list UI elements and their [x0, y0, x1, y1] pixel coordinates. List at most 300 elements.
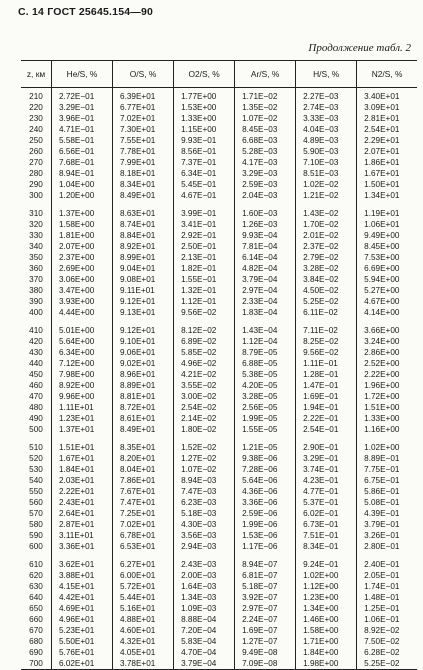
helium-cell: 2.87E+01	[52, 519, 113, 530]
atomic-oxygen-cell: 9.12E+01	[113, 296, 174, 307]
molecular-oxygen-cell: 1.09E−03	[174, 603, 235, 614]
nitrogen-cell: 1.25E−01	[357, 603, 417, 614]
argon-cell: 1.07E−02	[235, 113, 296, 124]
molecular-oxygen-cell: 1.34E−03	[174, 592, 235, 603]
atomic-oxygen-cell: 7.30E+01	[113, 124, 174, 135]
molecular-oxygen-cell: 8.12E−02	[174, 318, 235, 336]
nitrogen-cell: 7.53E+00	[357, 252, 417, 263]
altitude-cell: 500	[29, 425, 43, 434]
hydrogen-cell: 6.73E−01	[296, 519, 357, 530]
atomic-oxygen-cell: 8.49E+01	[113, 190, 174, 201]
table-row	[21, 658, 417, 670]
altitude-cell: 300	[29, 191, 43, 200]
molecular-oxygen-cell: 4.70E−04	[174, 647, 235, 658]
nitrogen-cell: 2.81E+01	[357, 113, 417, 124]
molecular-oxygen-cell: 9.56E−02	[174, 307, 235, 318]
molecular-oxygen-cell: 5.45E−01	[174, 179, 235, 190]
nitrogen-cell: 1.67E+01	[357, 168, 417, 179]
molecular-oxygen-cell: 1.80E−02	[174, 424, 235, 435]
hydrogen-cell: 7.51E−01	[296, 530, 357, 541]
argon-cell: 2.04E−03	[235, 190, 296, 201]
helium-cell: 1.23E+01	[52, 413, 113, 424]
argon-cell: 1.83E−04	[235, 307, 296, 318]
helium-cell: 3.47E+00	[52, 285, 113, 296]
nitrogen-cell: 3.79E−01	[357, 519, 417, 530]
atomic-oxygen-cell: 9.11E+01	[113, 285, 174, 296]
hydrogen-cell: 1.94E−01	[296, 402, 357, 413]
hydrogen-cell: 1.12E+00	[296, 581, 357, 592]
table-row	[21, 519, 417, 530]
helium-cell: 4.42E+01	[52, 592, 113, 603]
molecular-oxygen-cell: 6.89E−02	[174, 336, 235, 347]
nitrogen-cell: 1.06E+01	[357, 219, 417, 230]
altitude-cell: 370	[29, 275, 43, 284]
table-continuation-label: Продолжение табл. 2	[308, 42, 411, 54]
helium-cell: 5.01E+00	[52, 318, 113, 336]
altitude-cell: 520	[29, 454, 43, 463]
argon-cell: 8.94E−07	[235, 552, 296, 570]
altitude-cell: 530	[29, 465, 43, 474]
argon-cell: 1.55E−05	[235, 424, 296, 435]
hydrogen-cell: 6.02E−01	[296, 508, 357, 519]
table-row	[21, 413, 417, 424]
atomic-oxygen-cell: 8.92E+01	[113, 241, 174, 252]
argon-cell: 1.43E−04	[235, 318, 296, 336]
hydrogen-cell: 5.37E−01	[296, 497, 357, 508]
molecular-oxygen-cell: 1.55E−01	[174, 274, 235, 285]
argon-cell: 1.27E−07	[235, 636, 296, 647]
atomic-oxygen-cell: 6.77E+01	[113, 102, 174, 113]
table-row	[21, 219, 417, 230]
molecular-oxygen-cell: 2.00E−03	[174, 570, 235, 581]
atomic-oxygen-cell: 5.44E+01	[113, 592, 174, 603]
altitude-cell: 290	[29, 180, 43, 189]
argon-cell: 2.24E−07	[235, 614, 296, 625]
nitrogen-cell: 2.80E−01	[357, 541, 417, 552]
argon-cell: 8.79E−05	[235, 347, 296, 358]
altitude-cell: 270	[29, 158, 43, 167]
atomic-oxygen-cell: 4.88E+01	[113, 614, 174, 625]
helium-cell: 3.11E+01	[52, 530, 113, 541]
molecular-oxygen-cell: 4.21E−02	[174, 369, 235, 380]
helium-cell: 2.03E+01	[52, 475, 113, 486]
argon-cell: 7.28E−06	[235, 464, 296, 475]
molecular-oxygen-cell: 2.54E−02	[174, 402, 235, 413]
table-row	[21, 636, 417, 647]
nitrogen-cell: 3.24E+00	[357, 336, 417, 347]
helium-cell: 5.64E+00	[52, 336, 113, 347]
helium-cell: 6.34E+00	[52, 347, 113, 358]
nitrogen-cell: 5.94E+00	[357, 274, 417, 285]
molecular-oxygen-cell: 5.83E−04	[174, 636, 235, 647]
altitude-cell: 570	[29, 509, 43, 518]
table-row	[21, 263, 417, 274]
altitude-cell: 240	[29, 125, 43, 134]
molecular-oxygen-cell: 7.37E−01	[174, 157, 235, 168]
hydrogen-cell: 6.11E−02	[296, 307, 357, 318]
altitude-cell: 470	[29, 392, 43, 401]
table-row	[21, 552, 417, 570]
altitude-cell: 340	[29, 242, 43, 251]
atomic-oxygen-cell: 9.12E+01	[113, 318, 174, 336]
nitrogen-cell: 8.89E−01	[357, 453, 417, 464]
altitude-cell: 360	[29, 264, 43, 273]
table-row	[21, 508, 417, 519]
hydrogen-cell: 2.74E−03	[296, 102, 357, 113]
nitrogen-cell: 5.25E−02	[357, 658, 417, 670]
hydrogen-cell: 2.27E−03	[296, 88, 357, 103]
hydrogen-cell: 1.46E+00	[296, 614, 357, 625]
nitrogen-cell: 8.45E+00	[357, 241, 417, 252]
molecular-oxygen-cell: 1.64E−03	[174, 581, 235, 592]
column-header-argon: Ar/S, %	[235, 61, 296, 88]
molecular-oxygen-cell: 2.92E−01	[174, 230, 235, 241]
helium-cell: 3.96E−01	[52, 113, 113, 124]
table-row	[21, 530, 417, 541]
argon-cell: 3.79E−04	[235, 274, 296, 285]
table-row	[21, 201, 417, 219]
altitude-cell: 660	[29, 615, 43, 624]
table-row	[21, 336, 417, 347]
atmospheric-composition-table	[21, 60, 417, 670]
nitrogen-cell: 7.75E−01	[357, 464, 417, 475]
altitude-cell: 550	[29, 487, 43, 496]
molecular-oxygen-cell: 3.00E−02	[174, 391, 235, 402]
hydrogen-cell: 3.29E−01	[296, 453, 357, 464]
table-row	[21, 424, 417, 435]
nitrogen-cell: 2.86E+00	[357, 347, 417, 358]
helium-cell: 1.04E+00	[52, 179, 113, 190]
molecular-oxygen-cell: 5.85E−02	[174, 347, 235, 358]
nitrogen-cell: 1.02E+00	[357, 435, 417, 453]
column-header-molecular-oxygen: O2/S, %	[174, 61, 235, 88]
argon-cell: 2.59E−03	[235, 179, 296, 190]
nitrogen-cell: 1.96E+00	[357, 380, 417, 391]
helium-cell: 3.62E+01	[52, 552, 113, 570]
hydrogen-cell: 8.34E−01	[296, 541, 357, 552]
molecular-oxygen-cell: 2.13E−01	[174, 252, 235, 263]
atomic-oxygen-cell: 7.67E+01	[113, 486, 174, 497]
atomic-oxygen-cell: 8.34E+01	[113, 179, 174, 190]
altitude-cell: 680	[29, 637, 43, 646]
hydrogen-cell: 2.22E−01	[296, 413, 357, 424]
molecular-oxygen-cell: 3.55E−02	[174, 380, 235, 391]
molecular-oxygen-cell: 1.77E+00	[174, 88, 235, 103]
altitude-cell: 640	[29, 593, 43, 602]
molecular-oxygen-cell: 8.88E−04	[174, 614, 235, 625]
molecular-oxygen-cell: 1.32E−01	[174, 285, 235, 296]
helium-cell: 5.23E+01	[52, 625, 113, 636]
nitrogen-cell: 2.54E+01	[357, 124, 417, 135]
table-row	[21, 603, 417, 614]
table-row	[21, 475, 417, 486]
hydrogen-cell: 1.84E+00	[296, 647, 357, 658]
atomic-oxygen-cell: 4.32E+01	[113, 636, 174, 647]
helium-cell: 4.44E+00	[52, 307, 113, 318]
altitude-cell: 420	[29, 337, 43, 346]
table-row	[21, 380, 417, 391]
argon-cell: 1.71E−02	[235, 88, 296, 103]
molecular-oxygen-cell: 3.41E−01	[174, 219, 235, 230]
hydrogen-cell: 3.84E−02	[296, 274, 357, 285]
hydrogen-cell: 3.33E−03	[296, 113, 357, 124]
hydrogen-cell: 1.47E−01	[296, 380, 357, 391]
hydrogen-cell: 1.02E+00	[296, 570, 357, 581]
helium-cell: 2.37E+00	[52, 252, 113, 263]
nitrogen-cell: 2.29E+01	[357, 135, 417, 146]
molecular-oxygen-cell: 7.47E−03	[174, 486, 235, 497]
nitrogen-cell: 2.52E+00	[357, 358, 417, 369]
hydrogen-cell: 1.70E−02	[296, 219, 357, 230]
atomic-oxygen-cell: 6.39E+01	[113, 88, 174, 103]
table-row	[21, 157, 417, 168]
table-row	[21, 541, 417, 552]
helium-cell: 1.37E+01	[52, 424, 113, 435]
altitude-cell: 380	[29, 286, 43, 295]
argon-cell: 3.28E−05	[235, 391, 296, 402]
atomic-oxygen-cell: 8.72E+01	[113, 402, 174, 413]
argon-cell: 1.12E−04	[235, 336, 296, 347]
molecular-oxygen-cell: 1.27E−02	[174, 453, 235, 464]
argon-cell: 9.38E−06	[235, 453, 296, 464]
table-row	[21, 391, 417, 402]
nitrogen-cell: 5.08E−01	[357, 497, 417, 508]
molecular-oxygen-cell: 1.07E−02	[174, 464, 235, 475]
atomic-oxygen-cell: 8.18E+01	[113, 168, 174, 179]
hydrogen-cell: 5.90E−03	[296, 146, 357, 157]
argon-cell: 5.28E−03	[235, 146, 296, 157]
nitrogen-cell: 5.86E−01	[357, 486, 417, 497]
helium-cell: 4.69E+01	[52, 603, 113, 614]
molecular-oxygen-cell: 8.94E−03	[174, 475, 235, 486]
altitude-cell: 440	[29, 359, 43, 368]
argon-cell: 5.38E−05	[235, 369, 296, 380]
hydrogen-cell: 3.28E−02	[296, 263, 357, 274]
helium-cell: 8.94E−01	[52, 168, 113, 179]
column-header-helium: He/S, %	[52, 61, 113, 88]
argon-cell: 4.82E−04	[235, 263, 296, 274]
atomic-oxygen-cell: 9.06E+01	[113, 347, 174, 358]
nitrogen-cell: 4.39E−01	[357, 508, 417, 519]
atomic-oxygen-cell: 8.81E+01	[113, 391, 174, 402]
column-header-nitrogen: N2/S, %	[357, 61, 417, 88]
helium-cell: 7.98E+00	[52, 369, 113, 380]
molecular-oxygen-cell: 4.67E−01	[174, 190, 235, 201]
altitude-cell: 670	[29, 626, 43, 635]
helium-cell: 4.96E+01	[52, 614, 113, 625]
nitrogen-cell: 3.40E+01	[357, 88, 417, 103]
argon-cell: 7.09E−08	[235, 658, 296, 670]
hydrogen-cell: 7.11E−02	[296, 318, 357, 336]
argon-cell: 1.99E−05	[235, 413, 296, 424]
altitude-cell: 590	[29, 531, 43, 540]
helium-cell: 2.72E−01	[52, 88, 113, 103]
altitude-cell: 610	[29, 560, 43, 569]
table-row	[21, 347, 417, 358]
helium-cell: 3.93E+00	[52, 296, 113, 307]
table-row	[21, 252, 417, 263]
table-row	[21, 497, 417, 508]
nitrogen-cell: 1.33E+00	[357, 413, 417, 424]
molecular-oxygen-cell: 4.96E−02	[174, 358, 235, 369]
hydrogen-cell: 4.77E−01	[296, 486, 357, 497]
table-row	[21, 285, 417, 296]
atomic-oxygen-cell: 9.08E+01	[113, 274, 174, 285]
helium-cell: 7.12E+00	[52, 358, 113, 369]
hydrogen-cell: 2.90E−01	[296, 435, 357, 453]
nitrogen-cell: 8.92E−02	[357, 625, 417, 636]
column-header-hydrogen: H/S, %	[296, 61, 357, 88]
altitude-cell: 450	[29, 370, 43, 379]
atomic-oxygen-cell: 8.61E+01	[113, 413, 174, 424]
helium-cell: 9.96E+00	[52, 391, 113, 402]
atomic-oxygen-cell: 6.27E+01	[113, 552, 174, 570]
helium-cell: 1.67E+01	[52, 453, 113, 464]
hydrogen-cell: 1.23E+00	[296, 592, 357, 603]
hydrogen-cell: 4.50E−02	[296, 285, 357, 296]
hydrogen-cell: 5.25E−02	[296, 296, 357, 307]
atomic-oxygen-cell: 3.78E+01	[113, 658, 174, 670]
helium-cell: 7.68E−01	[52, 157, 113, 168]
atomic-oxygen-cell: 6.78E+01	[113, 530, 174, 541]
altitude-cell: 630	[29, 582, 43, 591]
atomic-oxygen-cell: 7.25E+01	[113, 508, 174, 519]
argon-cell: 6.81E−07	[235, 570, 296, 581]
altitude-cell: 210	[29, 92, 43, 101]
altitude-cell: 310	[29, 209, 43, 218]
altitude-cell: 490	[29, 414, 43, 423]
altitude-cell: 320	[29, 220, 43, 229]
nitrogen-cell: 2.07E+01	[357, 146, 417, 157]
helium-cell: 2.69E+00	[52, 263, 113, 274]
table-row	[21, 168, 417, 179]
table-row	[21, 274, 417, 285]
hydrogen-cell: 8.51E−03	[296, 168, 357, 179]
table-row	[21, 230, 417, 241]
argon-cell: 6.88E−05	[235, 358, 296, 369]
table-row	[21, 369, 417, 380]
table-row	[21, 592, 417, 603]
argon-cell: 1.21E−05	[235, 435, 296, 453]
helium-cell: 6.56E−01	[52, 146, 113, 157]
hydrogen-cell: 3.74E−01	[296, 464, 357, 475]
hydrogen-cell: 4.04E−03	[296, 124, 357, 135]
nitrogen-cell: 6.75E−01	[357, 475, 417, 486]
altitude-cell: 230	[29, 114, 43, 123]
hydrogen-cell: 7.10E−03	[296, 157, 357, 168]
altitude-cell: 540	[29, 476, 43, 485]
atomic-oxygen-cell: 6.53E+01	[113, 541, 174, 552]
helium-cell: 4.15E+01	[52, 581, 113, 592]
altitude-cell: 350	[29, 253, 43, 262]
argon-cell: 6.14E−04	[235, 252, 296, 263]
argon-cell: 8.45E−03	[235, 124, 296, 135]
nitrogen-cell: 1.16E+00	[357, 424, 417, 435]
column-header-atomic-oxygen: O/S, %	[113, 61, 174, 88]
atomic-oxygen-cell: 5.16E+01	[113, 603, 174, 614]
helium-cell: 3.88E+01	[52, 570, 113, 581]
nitrogen-cell: 2.40E−01	[357, 552, 417, 570]
nitrogen-cell: 1.50E+01	[357, 179, 417, 190]
atomic-oxygen-cell: 6.00E+01	[113, 570, 174, 581]
atomic-oxygen-cell: 8.74E+01	[113, 219, 174, 230]
argon-cell: 2.97E−04	[235, 285, 296, 296]
nitrogen-cell: 4.67E+00	[357, 296, 417, 307]
table-row	[21, 486, 417, 497]
atomic-oxygen-cell: 9.10E+01	[113, 336, 174, 347]
atomic-oxygen-cell: 4.05E+01	[113, 647, 174, 658]
molecular-oxygen-cell: 3.79E−04	[174, 658, 235, 670]
atomic-oxygen-cell: 8.04E+01	[113, 464, 174, 475]
helium-cell: 1.37E+00	[52, 201, 113, 219]
nitrogen-cell: 6.28E−02	[357, 647, 417, 658]
argon-cell: 1.69E−07	[235, 625, 296, 636]
hydrogen-cell: 1.28E−01	[296, 369, 357, 380]
hydrogen-cell: 9.56E−02	[296, 347, 357, 358]
molecular-oxygen-cell: 1.33E+00	[174, 113, 235, 124]
table-row	[21, 146, 417, 157]
molecular-oxygen-cell: 1.15E+00	[174, 124, 235, 135]
nitrogen-cell: 2.22E+00	[357, 369, 417, 380]
argon-cell: 4.20E−05	[235, 380, 296, 391]
nitrogen-cell: 2.05E−01	[357, 570, 417, 581]
hydrogen-cell: 2.54E−01	[296, 424, 357, 435]
atomic-oxygen-cell: 8.63E+01	[113, 201, 174, 219]
hydrogen-cell: 4.23E−01	[296, 475, 357, 486]
atomic-oxygen-cell: 7.78E+01	[113, 146, 174, 157]
hydrogen-cell: 8.25E−02	[296, 336, 357, 347]
table-header-row	[21, 61, 417, 88]
hydrogen-cell: 1.43E−02	[296, 201, 357, 219]
table-row	[21, 402, 417, 413]
helium-cell: 2.07E+00	[52, 241, 113, 252]
argon-cell: 5.64E−06	[235, 475, 296, 486]
argon-cell: 9.49E−08	[235, 647, 296, 658]
argon-cell: 3.36E−06	[235, 497, 296, 508]
molecular-oxygen-cell: 2.43E−03	[174, 552, 235, 570]
altitude-cell: 560	[29, 498, 43, 507]
helium-cell: 4.71E−01	[52, 124, 113, 135]
atomic-oxygen-cell: 8.35E+01	[113, 435, 174, 453]
nitrogen-cell: 1.86E+01	[357, 157, 417, 168]
nitrogen-cell: 1.74E−01	[357, 581, 417, 592]
molecular-oxygen-cell: 6.23E−03	[174, 497, 235, 508]
hydrogen-cell: 2.37E−02	[296, 241, 357, 252]
argon-cell: 2.56E−05	[235, 402, 296, 413]
table-body	[21, 88, 417, 670]
atomic-oxygen-cell: 8.49E+01	[113, 424, 174, 435]
altitude-cell: 390	[29, 297, 43, 306]
nitrogen-cell: 3.66E+00	[357, 318, 417, 336]
page-header: С. 14 ГОСТ 25645.154—90	[18, 6, 154, 18]
helium-cell: 1.11E+01	[52, 402, 113, 413]
table-row	[21, 124, 417, 135]
atomic-oxygen-cell: 9.02E+01	[113, 358, 174, 369]
altitude-cell: 580	[29, 520, 43, 529]
atomic-oxygen-cell: 7.86E+01	[113, 475, 174, 486]
hydrogen-cell: 1.69E−01	[296, 391, 357, 402]
argon-cell: 9.93E−04	[235, 230, 296, 241]
helium-cell: 1.84E+01	[52, 464, 113, 475]
altitude-cell: 600	[29, 542, 43, 551]
table-row	[21, 453, 417, 464]
argon-cell: 1.60E−03	[235, 201, 296, 219]
molecular-oxygen-cell: 9.93E−01	[174, 135, 235, 146]
atomic-oxygen-cell: 7.47E+01	[113, 497, 174, 508]
molecular-oxygen-cell: 4.30E−03	[174, 519, 235, 530]
helium-cell: 1.58E+00	[52, 219, 113, 230]
altitude-cell: 280	[29, 169, 43, 178]
